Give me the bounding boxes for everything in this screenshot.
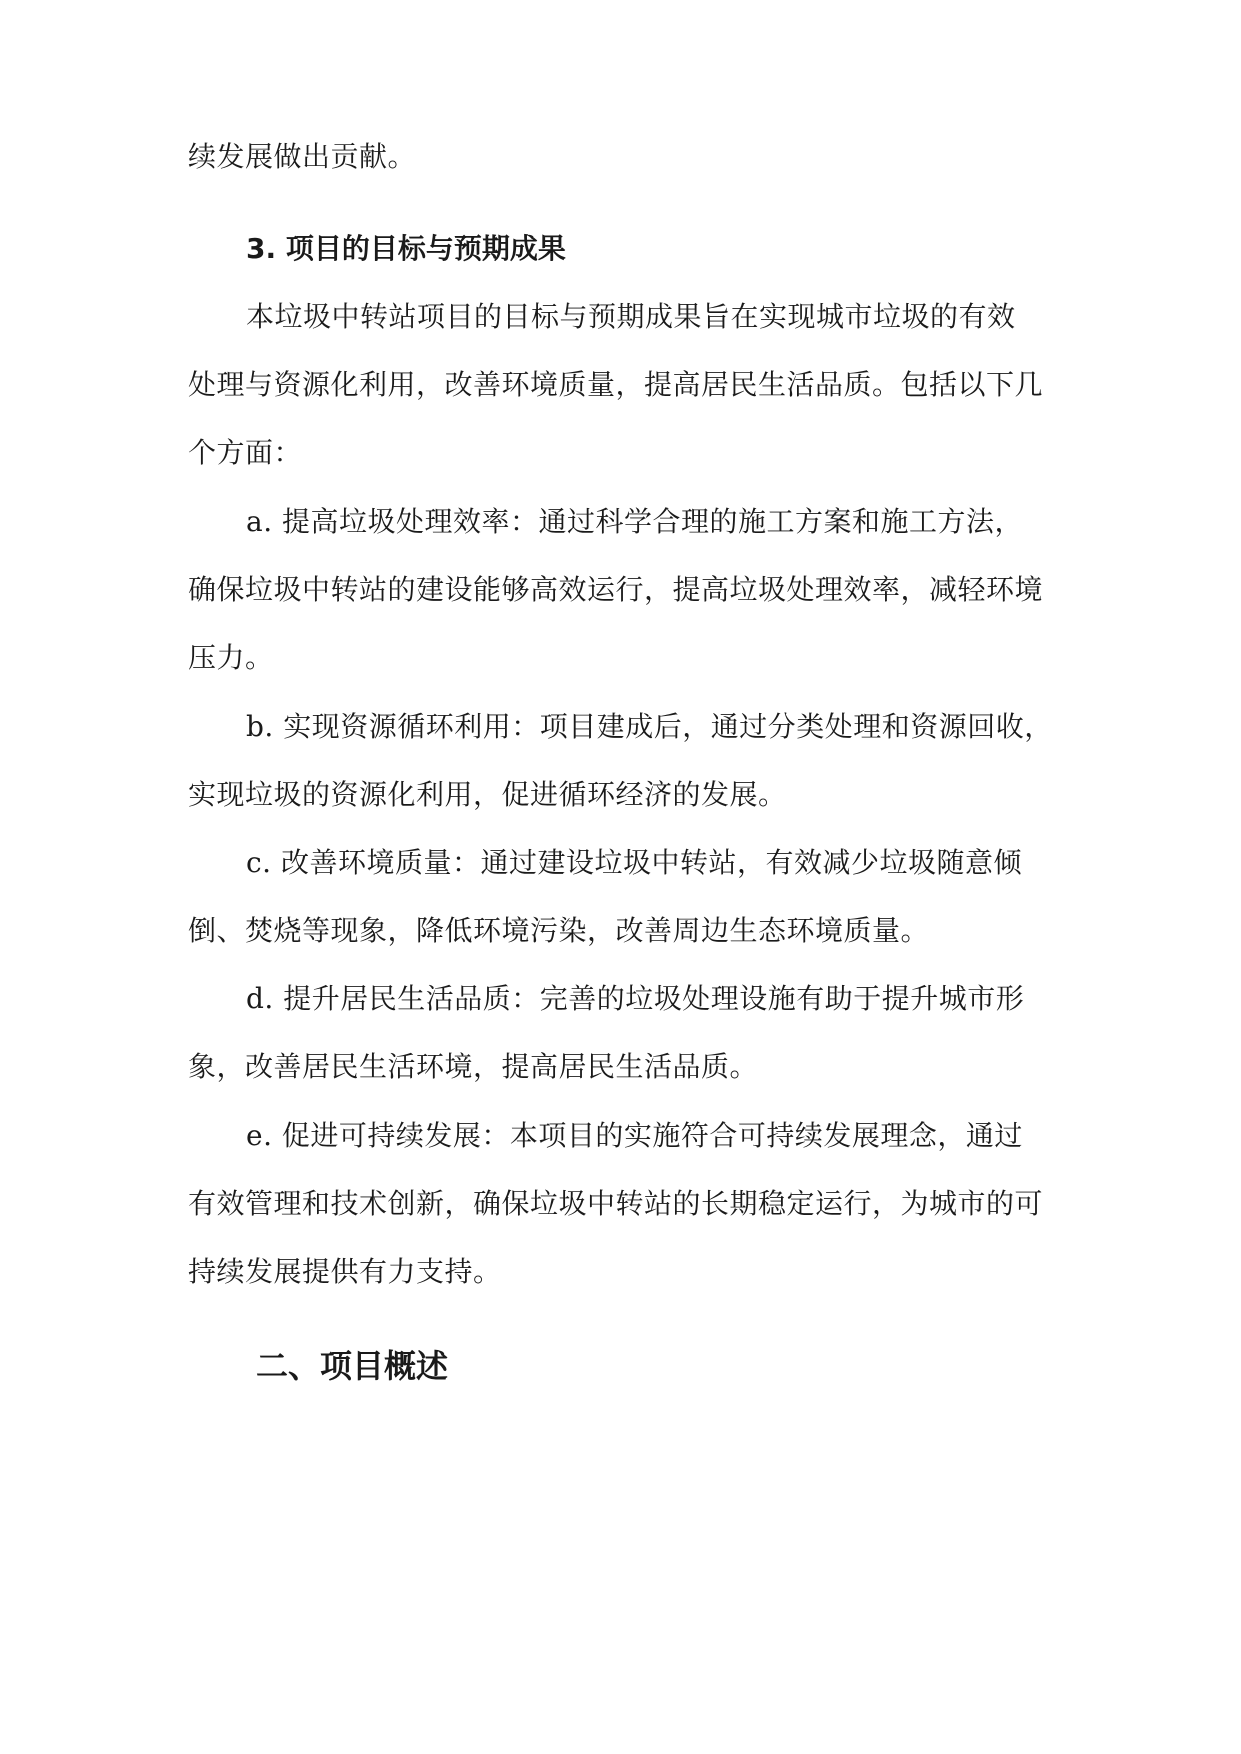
item-a-line-3: 压力。 [188,641,274,674]
section-2-heading: 二、项目概述 [256,1347,449,1385]
item-d-line-1: d. 提升居民生活品质：完善的垃圾处理设施有助于提升城市形 [246,982,1025,1015]
paragraph-continuation: 续发展做出贡献。 [188,140,417,173]
intro-line-1: 本垃圾中转站项目的目标与预期成果旨在实现城市垃圾的有效 [246,300,1016,333]
intro-line-2: 处理与资源化利用，改善环境质量，提高居民生活品质。包括以下几 [188,368,1044,401]
intro-line-3: 个方面： [188,436,303,469]
item-a-line-1: a. 提高垃圾处理效率：通过科学合理的施工方案和施工方法， [246,505,1023,538]
item-b-line-2: 实现垃圾的资源化利用，促进循环经济的发展。 [188,778,787,811]
item-e-line-3: 持续发展提供有力支持。 [188,1255,502,1288]
item-c-line-2: 倒、焚烧等现象，降低环境污染，改善周边生态环境质量。 [188,914,930,947]
item-e-line-2: 有效管理和技术创新，确保垃圾中转站的长期稳定运行，为城市的可 [188,1187,1044,1220]
item-e-line-1: e. 促进可持续发展：本项目的实施符合可持续发展理念，通过 [246,1119,1023,1152]
item-d-line-2: 象，改善居民生活环境，提高居民生活品质。 [188,1050,759,1083]
item-c-line-1: c. 改善环境质量：通过建设垃圾中转站，有效减少垃圾随意倾 [246,846,1022,879]
item-b-line-1: b. 实现资源循环利用：项目建成后，通过分类处理和资源回收， [246,710,1053,743]
section-3-heading: 3. 项目的目标与预期成果 [246,232,566,265]
item-a-line-2: 确保垃圾中转站的建设能够高效运行，提高垃圾处理效率，减轻环境 [188,573,1044,606]
